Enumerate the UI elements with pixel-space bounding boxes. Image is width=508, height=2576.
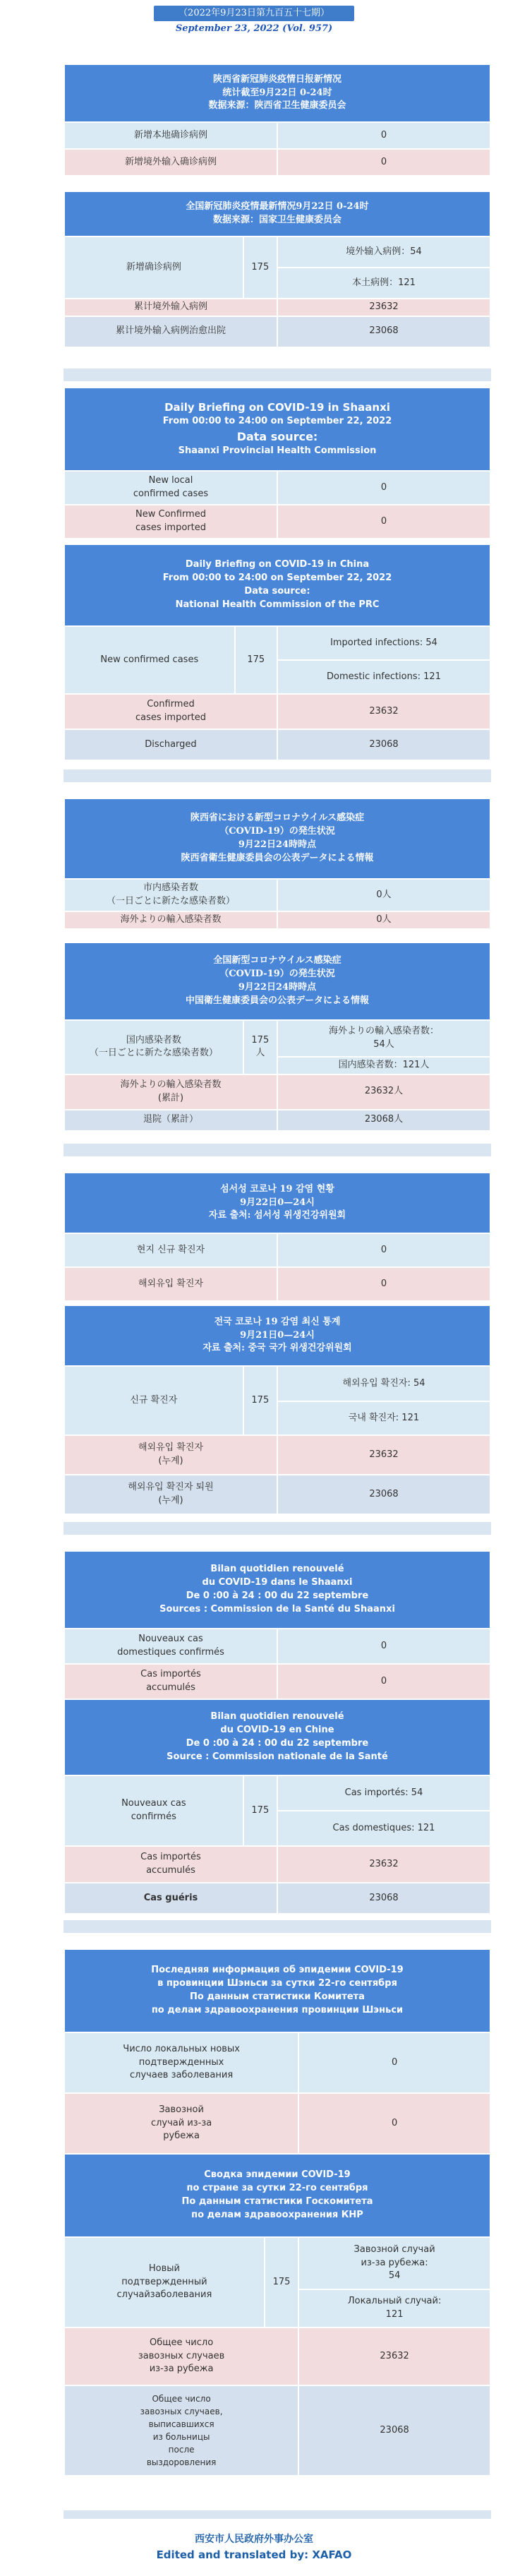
ru-local-label-line1: Число локальных новых xyxy=(123,2043,240,2054)
ru-imported-infections-line1: Завозной случай xyxy=(353,2243,435,2255)
en-confirmed-imported-line2: cases imported xyxy=(135,712,206,723)
zh-new-confirmed-label: 新增确诊病例 xyxy=(64,236,243,299)
ja-cumulative-imported-value: 23632人 xyxy=(277,1074,490,1110)
ja-domestic-infections: 国内感染者数：121人 xyxy=(277,1057,490,1074)
ko-national-title: 전국 코로나 19 감염 최신 통계 xyxy=(214,1316,341,1327)
en-imported-value: 0 xyxy=(277,505,490,539)
ru-shaanxi-title-2: в провинции Шэньси за сутки 22-го сентября xyxy=(157,1978,397,1989)
fr-shaanxi-table xyxy=(64,1550,491,1700)
ru-local-label-line3: случаев заболевания xyxy=(130,2070,234,2081)
en-national-period: From 00:00 to 24:00 on September 22, 2022 xyxy=(162,573,392,584)
ru-new-confirmed-value: 175 xyxy=(265,2237,298,2328)
ja-imported-infections xyxy=(277,1020,490,1057)
fr-cumulative-imported-line2: accumulés xyxy=(146,1865,195,1876)
ko-discharged-line2: (누계) xyxy=(158,1495,183,1506)
ko-local-label: 현지 신규 확진자 xyxy=(64,1233,277,1267)
ko-imported-label: 해외유입 확진자 xyxy=(64,1267,277,1301)
en-discharged-value: 23068 xyxy=(277,729,490,760)
zh-cumulative-imported-label: 累计境外输入病例 xyxy=(64,299,277,316)
zh-local-label: 新增本地确诊病例 xyxy=(64,122,277,149)
ru-national-table xyxy=(64,2153,491,2476)
en-new-confirmed-value: 175 xyxy=(235,626,277,694)
fr-new-confirmed-label xyxy=(64,1775,243,1846)
ja-imported-label: 海外よりの輸入感染者数 xyxy=(64,911,277,929)
ja-imported-value: 0人 xyxy=(277,911,490,929)
ko-national-table xyxy=(64,1305,491,1515)
ja-national-period: 9月22日24時時点 xyxy=(238,982,317,993)
ja-local-label-line1: 市内感染者数 xyxy=(143,882,198,894)
zh-local-value: 0 xyxy=(277,122,490,149)
ko-shaanxi-period: 9月22日0—24시 xyxy=(240,1197,315,1208)
ru-discharged-value: 23068 xyxy=(298,2385,490,2476)
ja-cumulative-imported-line1: 海外よりの輸入感染者数 xyxy=(120,1079,222,1090)
fr-national-title-2: du COVID-19 en Chine xyxy=(220,1725,334,1736)
en-national-title: Daily Briefing on COVID-19 in China xyxy=(185,559,370,570)
ja-national-title-1: 全国新型コロナウイルス感染症 xyxy=(213,955,341,966)
ko-local-value: 0 xyxy=(277,1233,490,1267)
fr-new-confirmed-line2: confirmés xyxy=(131,1811,176,1822)
ko-cumulative-imported-label xyxy=(64,1435,277,1475)
ja-cumulative-imported-label xyxy=(64,1074,277,1110)
ko-national-period: 9月21日0—24시 xyxy=(240,1329,315,1341)
zh-national-source: 数据来源：国家卫生健康委员会 xyxy=(212,215,341,225)
ja-national-table xyxy=(64,942,491,1132)
ru-national-source-1: По данным статистики Госкомитета xyxy=(181,2196,373,2207)
footer-credit: Edited and translated by: XAFAO xyxy=(156,2548,352,2561)
fr-shaanxi-title-1: Bilan quotidien renouvelé xyxy=(210,1564,344,1575)
fr-discharged-value: 23068 xyxy=(277,1883,490,1914)
ja-shaanxi-period: 9月22日24時時点 xyxy=(238,839,317,850)
en-confirmed-imported-line1: Confirmed xyxy=(147,699,195,710)
ko-discharged-label xyxy=(64,1475,277,1514)
ru-local-label-line2: подтвержденных xyxy=(138,2056,224,2068)
issue-pill: （2022年9月23日第九百五十七期） xyxy=(154,6,354,21)
ko-cumulative-imported-line1: 해외유입 확진자 xyxy=(138,1442,204,1454)
ja-imported-infections-line1: 海外よりの輸入感染者数： xyxy=(328,1026,439,1037)
ru-shaanxi-source-1: По данным статистики Комитета xyxy=(190,1991,365,2002)
en-national-source-label: Data source: xyxy=(244,586,310,597)
fr-discharged-label: Cas guéris xyxy=(64,1883,277,1914)
fr-national-period: De 0 :00 à 24 : 00 du 22 septembre xyxy=(186,1738,369,1749)
zh-national-title: 全国新冠肺炎疫情最新情况9月22日 0-24时 xyxy=(186,201,369,212)
ru-imported-label-line3: рубежа xyxy=(163,2131,200,2142)
en-domestic-infections: Domestic infections: 121 xyxy=(277,660,490,694)
ko-cumulative-imported-line2: (누계) xyxy=(158,1456,183,1466)
ru-cumulative-imported-value: 23632 xyxy=(298,2328,490,2385)
ru-imported-infections-line2: из-за рубежа: xyxy=(361,2257,428,2268)
ru-discharged-line1: Общее число xyxy=(152,2394,211,2404)
fr-imported-value: 0 xyxy=(277,1664,490,1699)
ru-discharged-line5: после xyxy=(168,2445,195,2455)
ko-new-confirmed-label: 신규 확진자 xyxy=(64,1366,243,1435)
ru-shaanxi-title-1: Последняя информация об эпидемии COVID-19 xyxy=(151,1965,404,1976)
zh-domestic-infections: 本土病例：121 xyxy=(277,268,490,299)
en-shaanxi-source-label: Data source: xyxy=(236,430,318,444)
fr-imported-infections: Cas importés: 54 xyxy=(277,1775,490,1811)
en-discharged-label: Discharged xyxy=(64,729,277,760)
ru-new-confirmed-label xyxy=(64,2237,265,2328)
issue-date-line: September 23, 2022 (Vol. 957) xyxy=(175,23,333,34)
ja-domestic-label-line1: 国内感染者数 xyxy=(126,1034,181,1046)
ru-imported-label-line1: Завозной xyxy=(159,2104,204,2115)
ko-cumulative-imported-value: 23632 xyxy=(277,1435,490,1475)
fr-domestic-infections: Cas domestiques: 121 xyxy=(277,1811,490,1846)
fr-new-confirmed-value: 175 xyxy=(243,1775,277,1846)
section-divider xyxy=(64,369,491,381)
fr-shaanxi-source: Sources : Commission de la Santé du Shaanxi xyxy=(159,1603,395,1615)
zh-shaanxi-table xyxy=(64,64,491,176)
en-shaanxi-title: Daily Briefing on COVID-19 in Shaanxi xyxy=(164,400,390,414)
fr-local-label xyxy=(64,1629,277,1664)
ko-shaanxi-title: 섬서성 코로나 19 감염 현황 xyxy=(220,1183,334,1194)
ja-discharged-value: 23068人 xyxy=(277,1110,490,1131)
en-shaanxi-header xyxy=(64,388,490,471)
ja-cumulative-imported-line2: (累計) xyxy=(157,1092,184,1103)
ja-shaanxi-header xyxy=(64,798,490,879)
zh-imported-label: 新增境外输入确诊病例 xyxy=(64,149,277,176)
ja-national-title-2: （COVID-19）の発生状況 xyxy=(219,969,335,980)
en-imported-label-line2: cases imported xyxy=(135,522,206,533)
ru-national-header xyxy=(64,2154,490,2237)
ja-shaanxi-title-2: （COVID-19）の発生状況 xyxy=(219,826,335,837)
en-local-label-line2: confirmed cases xyxy=(133,489,209,499)
ja-domestic-label xyxy=(64,1020,243,1074)
ja-national-header xyxy=(64,942,490,1020)
fr-imported-label-line1: Cas importés xyxy=(140,1669,201,1680)
ru-new-confirmed-line3: случайзаболевания xyxy=(116,2289,212,2301)
fr-new-confirmed-line1: Nouveaux cas xyxy=(121,1798,186,1809)
fr-shaanxi-title-2: du COVID-19 dans le Shaanxi xyxy=(202,1577,353,1588)
ru-domestic-infections xyxy=(298,2289,490,2328)
section-divider xyxy=(64,769,491,782)
ja-local-label-line2: （一日ごとに新たな感染者数） xyxy=(106,896,235,906)
ko-national-source: 자료 출처: 중국 국가 위생건강위원회 xyxy=(202,1343,352,1354)
ru-domestic-infections-line2: 121 xyxy=(385,2309,404,2320)
fr-national-header xyxy=(64,1699,490,1775)
zh-shaanxi-period: 统计截至9月22日 0-24时 xyxy=(222,87,332,98)
en-local-value: 0 xyxy=(277,471,490,505)
ja-national-source: 中国衛生健康委員会の公表データによる情報 xyxy=(185,995,369,1006)
ko-domestic-infections: 국내 확진자: 121 xyxy=(277,1401,490,1435)
zh-national-header xyxy=(64,191,490,236)
en-national-header xyxy=(64,544,490,626)
zh-imported-infections: 境外输入病例：54 xyxy=(277,236,490,268)
fr-cumulative-imported-value: 23632 xyxy=(277,1846,490,1883)
zh-shaanxi-header xyxy=(64,64,490,122)
ja-shaanxi-source: 陝西省衛生健康委員会の公表データによる情報 xyxy=(181,852,374,863)
ko-discharged-value: 23068 xyxy=(277,1475,490,1514)
en-local-label-line1: New local xyxy=(148,475,193,486)
en-imported-infections: Imported infections: 54 xyxy=(277,626,490,660)
fr-local-label-line2: domestiques confirmés xyxy=(117,1647,224,1658)
fr-national-table xyxy=(64,1699,491,1915)
ja-local-label xyxy=(64,879,277,911)
ko-national-header xyxy=(64,1305,490,1366)
en-confirmed-imported-label xyxy=(64,694,277,729)
ru-imported-label xyxy=(64,2093,298,2154)
ru-local-label xyxy=(64,2032,298,2093)
ru-cumulative-imported-line1: Общее число xyxy=(150,2337,214,2348)
zh-discharged-label: 累计境外输入病例治愈出院 xyxy=(64,316,277,347)
ja-imported-infections-line2: 54人 xyxy=(373,1039,394,1050)
ru-imported-infections xyxy=(298,2237,490,2289)
fr-national-title-1: Bilan quotidien renouvelé xyxy=(210,1711,344,1723)
ru-new-confirmed-line2: подтвержденный xyxy=(121,2276,207,2287)
fr-imported-label xyxy=(64,1664,277,1699)
fr-local-label-line1: Nouveaux cas xyxy=(138,1634,203,1645)
ko-imported-infections: 해외유입 확진자: 54 xyxy=(277,1366,490,1401)
en-confirmed-imported-value: 23632 xyxy=(277,694,490,729)
ru-discharged-label xyxy=(64,2385,298,2476)
section-divider xyxy=(64,1920,491,1933)
en-new-confirmed-label: New confirmed cases xyxy=(64,626,235,694)
ru-shaanxi-header xyxy=(64,1949,490,2032)
ja-shaanxi-table xyxy=(64,798,491,930)
ko-new-confirmed-value: 175 xyxy=(243,1366,277,1435)
zh-new-confirmed-value: 175 xyxy=(243,236,277,299)
en-shaanxi-source: Shaanxi Provincial Health Commission xyxy=(178,445,377,457)
fr-cumulative-imported-label xyxy=(64,1846,277,1883)
fr-shaanxi-period: De 0 :00 à 24 : 00 du 22 septembre xyxy=(186,1590,369,1601)
en-national-source: National Health Commission of the PRC xyxy=(175,599,380,610)
ru-discharged-line4: из больницы xyxy=(152,2432,210,2442)
ko-discharged-line1: 해외유입 확진자 퇴원 xyxy=(128,1482,214,1493)
ko-shaanxi-header xyxy=(64,1173,490,1233)
ko-shaanxi-source: 자료 출처: 섬서성 위생건강위원회 xyxy=(208,1210,346,1221)
en-imported-label-line1: New Confirmed xyxy=(135,509,206,520)
ru-domestic-infections-line1: Локальный случай: xyxy=(347,2296,442,2307)
en-shaanxi-period: From 00:00 to 24:00 on September 22, 2022 xyxy=(162,416,392,427)
ru-local-value: 0 xyxy=(298,2032,490,2093)
ru-national-title-2: по стране за сутки 22-го сентября xyxy=(186,2183,368,2194)
ru-national-title-1: Сводка эпидемии COVID-19 xyxy=(204,2169,351,2181)
ja-new-confirmed-value: 175人 xyxy=(243,1020,277,1074)
zh-shaanxi-title: 陕西省新冠肺炎疫情日报新情况 xyxy=(212,73,341,85)
zh-discharged-value: 23068 xyxy=(277,316,490,347)
zh-national-table xyxy=(64,191,491,348)
ru-imported-infections-line3: 54 xyxy=(388,2270,401,2282)
ja-discharged-label: 退院（累計） xyxy=(64,1110,277,1131)
fr-shaanxi-header xyxy=(64,1551,490,1629)
fr-national-source: Source : Commission nationale de la Santé xyxy=(167,1751,388,1762)
en-shaanxi-table xyxy=(64,387,491,539)
zh-cumulative-imported-value: 23632 xyxy=(277,299,490,316)
ru-cumulative-imported-line3: из-за рубежа xyxy=(149,2364,214,2375)
en-local-label xyxy=(64,471,277,505)
fr-imported-label-line2: accumulés xyxy=(146,1682,195,1693)
ru-imported-value: 0 xyxy=(298,2093,490,2154)
ru-discharged-line6: выздоровления xyxy=(146,2457,217,2467)
fr-cumulative-imported-line1: Cas importés xyxy=(140,1852,201,1863)
ru-new-confirmed-line1: Новый xyxy=(148,2263,180,2274)
section-divider xyxy=(64,1522,491,1535)
en-imported-label xyxy=(64,505,277,539)
ru-discharged-line2: завозных случаев, xyxy=(140,2407,223,2416)
section-divider xyxy=(64,1144,491,1156)
footer-org: 西安市人民政府外事办公室 xyxy=(195,2534,313,2545)
section-divider xyxy=(64,2510,491,2519)
ru-shaanxi-source-2: по делам здравоохранения провинции Шэньси xyxy=(151,2004,404,2015)
ru-shaanxi-table xyxy=(64,1948,491,2155)
ru-cumulative-imported-line2: завозных случаев xyxy=(138,2350,225,2361)
ja-domestic-label-line2: （一日ごとに新たな感染者数） xyxy=(89,1048,218,1059)
en-national-table xyxy=(64,544,491,761)
ru-national-source-2: по делам здравоохранения КНР xyxy=(191,2209,363,2220)
ru-imported-label-line2: случай из-за xyxy=(150,2117,212,2128)
ko-shaanxi-table xyxy=(64,1172,491,1302)
zh-shaanxi-source: 数据来源：陕西省卫生健康委员会 xyxy=(208,100,346,112)
zh-imported-value: 0 xyxy=(277,149,490,176)
ru-discharged-line3: выписавшихся xyxy=(148,2419,214,2429)
ja-local-value: 0人 xyxy=(277,879,490,911)
ja-shaanxi-title-1: 陝西省における新型コロナウイルス感染症 xyxy=(190,813,365,824)
ko-imported-value: 0 xyxy=(277,1267,490,1301)
fr-local-value: 0 xyxy=(277,1629,490,1664)
ru-cumulative-imported-label xyxy=(64,2328,298,2385)
